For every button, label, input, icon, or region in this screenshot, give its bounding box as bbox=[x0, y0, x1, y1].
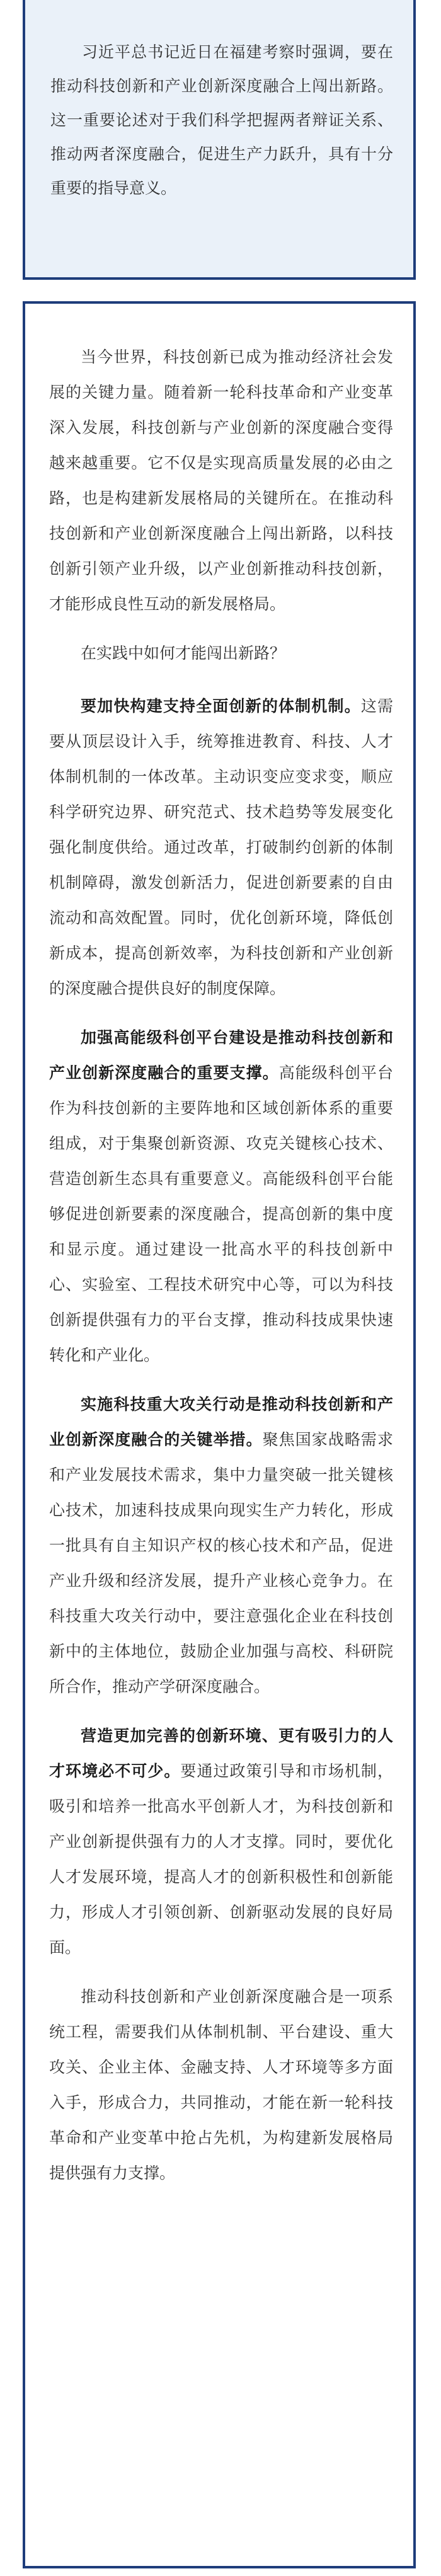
paragraph-institutions bbox=[49, 689, 393, 1006]
lead-sentence: 营造更加完善的创新环境、更有吸引力的人才环境必不可少。 bbox=[49, 1727, 393, 1780]
paragraph-1: 当今世界，科技创新已成为推动经济社会发展的关键力量。随着新一轮科技革命和产业变革深入发展，科技创新与产业创新的深度融合变得越来越重要。它不仅是实现高质量发展的必由之路，也是构建新发展格局的关键所在。在推动科技创新和产业创新深度融合上闯出新路，以科技创新引领产业升级，以产业创新推动科技创新，才能形成良性互动的新发展格局。 bbox=[49, 348, 393, 613]
paragraph-major-projects bbox=[49, 1387, 393, 1705]
lead-sentence: 实施科技重大攻关行动是推动科技创新和产业创新深度融合的关键举措。 bbox=[49, 1395, 393, 1449]
paragraph-platforms bbox=[49, 1020, 393, 1373]
paragraph-body: 这需要从顶层设计入手，统筹推进教育、科技、人才体制机制的一体改革。主动识变应变求变，顺应科学研究边界、研究范式、技术趋势等发展变化强化制度供给。通过改革，打破制约创新的体制机制障碍，激发创新活力，促进创新要素的自由流动和高效配置。同时，优化创新环境，降低创新成本，提高创新效率，为科技创新和产业创新的深度融合提供良好的制度保障。 bbox=[49, 697, 393, 998]
article-box bbox=[23, 301, 416, 2568]
article-body bbox=[49, 340, 393, 2205]
paragraph-body: 高能级科创平台作为科技创新的主要阵地和区域创新体系的重要组成，对于集聚创新资源、攻克关键核心技术、营造创新生态具有重要意义。高能级科创平台能够促进创新要素的深度融合，提高创新的集中度和显示度。通过建设一批高水平的科技创新中心、实验室、工程技术研究中心等，可以为科技创新提供强有力的平台支撑，推动科技成果快速转化和产业化。 bbox=[49, 1064, 393, 1364]
lead-sentence: 要加快构建支持全面创新的体制机制。 bbox=[81, 697, 361, 715]
intro-box bbox=[23, 0, 416, 280]
paragraph-conclusion: 推动科技创新和产业创新深度融合是一项系统工程，需要我们从体制机制、平台建设、重大攻关、企业主体、金融支持、人才环境等多方面入手，形成合力，共同推动，才能在新一轮科技革命和产业变革中抢占先机，为构建新发展格局提供强有力支撑。 bbox=[49, 1987, 393, 2182]
paragraph-body: 聚焦国家战略需求和产业发展技术需求，集中力量突破一批关键核心技术，加速科技成果向现实生产力转化，形成一批具有自主知识产权的核心技术和产品，促进产业升级和经济发展，提升产业核心竞争力。在科技重大攻关行动中，要注意强化企业在科技创新中的主体地位，鼓励企业加强与高校、科研院所合作，推动产学研深度融合。 bbox=[49, 1430, 393, 1696]
paragraph-talent bbox=[49, 1718, 393, 1965]
intro-paragraph: 习近平总书记近日在福建考察时强调，要在推动科技创新和产业创新深度融合上闯出新路。这一重要论述对于我们科学把握两者辩证关系、推动两者深度融合，促进生产力跃升，具有十分重要的指导意义。 bbox=[50, 43, 393, 197]
paragraph-body: 要通过政策引导和市场机制，吸引和培养一批高水平创新人才，为科技创新和产业创新提供强有力的人才支撑。同时，要优化人才发展环境，提高人才的创新积极性和创新能力，形成人才引领创新、创新驱动发展的良好局面。 bbox=[49, 1762, 393, 1957]
lead-sentence: 加强高能级科创平台建设是推动科技创新和产业创新深度融合的重要支撑。 bbox=[49, 1028, 393, 1082]
question-paragraph: 在实践中如何才能闯出新路？ bbox=[81, 644, 286, 662]
